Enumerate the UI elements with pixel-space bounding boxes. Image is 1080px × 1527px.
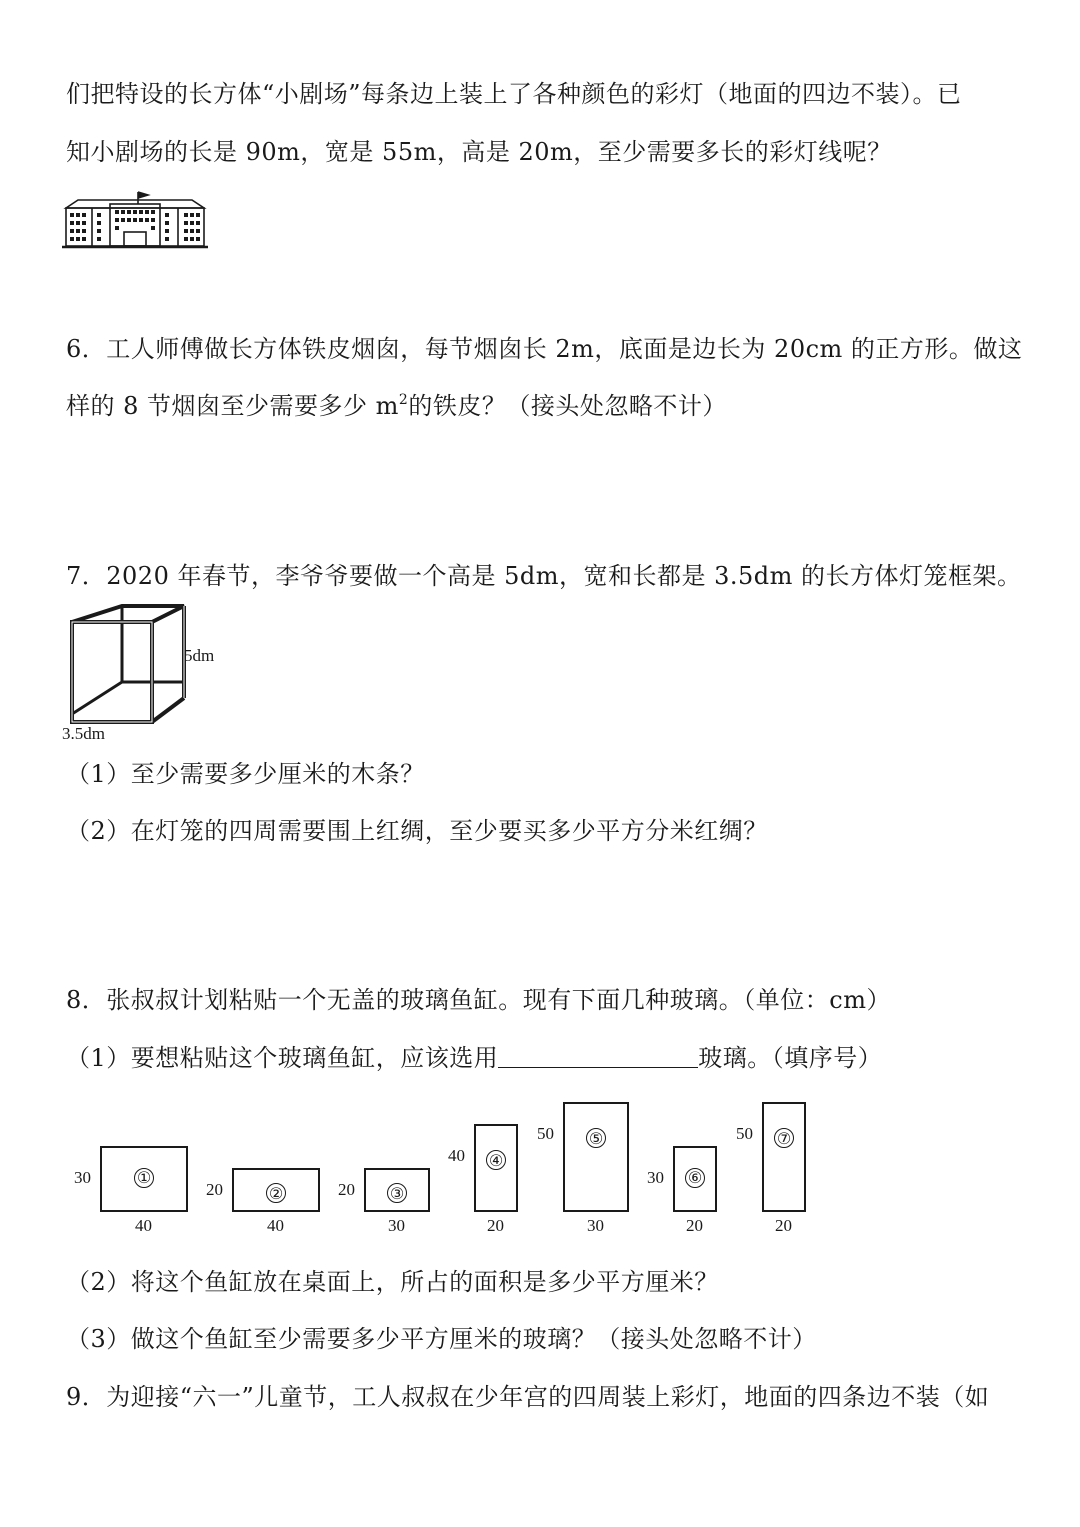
glass-height-label: 30 [74,1167,91,1187]
glass-height-label: 20 [206,1179,223,1199]
glass-piece-6 [673,1146,717,1212]
problem8-q1-part-b: 玻璃。（填序号） [698,1044,883,1072]
glass-piece-3 [364,1168,430,1212]
glass-width-label: 30 [388,1216,405,1235]
glass-width-label: 40 [135,1216,152,1235]
problem6-line1: 6．工人师傅做长方体铁皮烟囱，每节烟囱长 2m，底面是边长为 20cm 的正方形。做这 [66,335,1023,363]
glass-height-label: 50 [736,1124,753,1143]
glass-number-label: ④ [486,1150,506,1170]
glass-piece-1 [100,1146,188,1212]
glass-width-label: 20 [775,1216,792,1235]
problem8-question2: （2）将这个鱼缸放在桌面上，所占的面积是多少平方厘米？ [66,1268,719,1296]
frame-side-label: 3.5dm [62,724,105,743]
glass-number-label: ⑥ [685,1168,705,1188]
glass-width-label: 30 [587,1216,604,1235]
problem8-q1-part-a: （1）要想粘贴这个玻璃鱼缸，应该选用 [66,1044,499,1072]
school-building-icon [62,190,208,252]
glass-number-label: ① [134,1168,154,1188]
glass-width-label: 20 [487,1216,504,1235]
problem8-question3: （3）做这个鱼缸至少需要多少平方厘米的玻璃？（接头处忽略不计） [66,1325,817,1353]
problem9-line1: 9．为迎接“六一”儿童节，工人叔叔在少年宫的四周装上彩灯，地面的四条边不装（如 [66,1383,990,1411]
problem6-line2-part-a: 样的 8 节烟囱至少需要多少 m [66,392,399,420]
glass-width-label: 20 [686,1216,703,1235]
glass-piece-2 [232,1168,320,1212]
glass-piece-7 [762,1102,806,1212]
glass-height-label: 30 [647,1167,664,1187]
glass-height-label: 50 [537,1124,554,1143]
problem8-question1 [66,1041,882,1074]
lantern-frame-diagram [66,602,192,728]
problem5-line2: 知小剧场的长是 90m，宽是 55m，高是 20m，至少需要多长的彩灯线呢？ [66,138,892,166]
problem8-line1: 8．张叔叔计划粘贴一个无盖的玻璃鱼缸。现有下面几种玻璃。（单位：cm） [66,986,891,1014]
glass-number-label: ③ [387,1183,407,1203]
glass-width-label: 40 [267,1216,284,1235]
problem7-question1: （1）至少需要多少厘米的木条？ [66,760,425,788]
answer-blank[interactable] [498,1041,698,1068]
glass-piece-5 [563,1102,629,1212]
problem6-line2 [66,390,727,422]
glass-height-label: 20 [338,1179,355,1199]
problem5-line1: 们把特设的长方体“小剧场”每条边上装上了各种颜色的彩灯（地面的四边不装）。已 [66,80,962,108]
glass-piece-4 [474,1124,518,1212]
glass-number-label: ⑤ [586,1128,606,1148]
squared-superscript: 2 [398,392,409,408]
glass-number-label: ⑦ [774,1128,794,1148]
glass-number-label: ② [266,1183,286,1203]
problem7-question2: （2）在灯笼的四周需要围上红绸，至少要买多少平方分米红绸？ [66,817,768,845]
problem6-line2-part-b: 的铁皮？（接头处忽略不计） [408,392,727,420]
frame-height-label: 5dm [184,646,215,665]
glass-height-label: 40 [448,1146,465,1165]
problem7-line1: 7．2020 年春节，李爷爷要做一个高是 5dm，宽和长都是 3.5dm 的长方体灯笼框架。 [66,562,1022,590]
